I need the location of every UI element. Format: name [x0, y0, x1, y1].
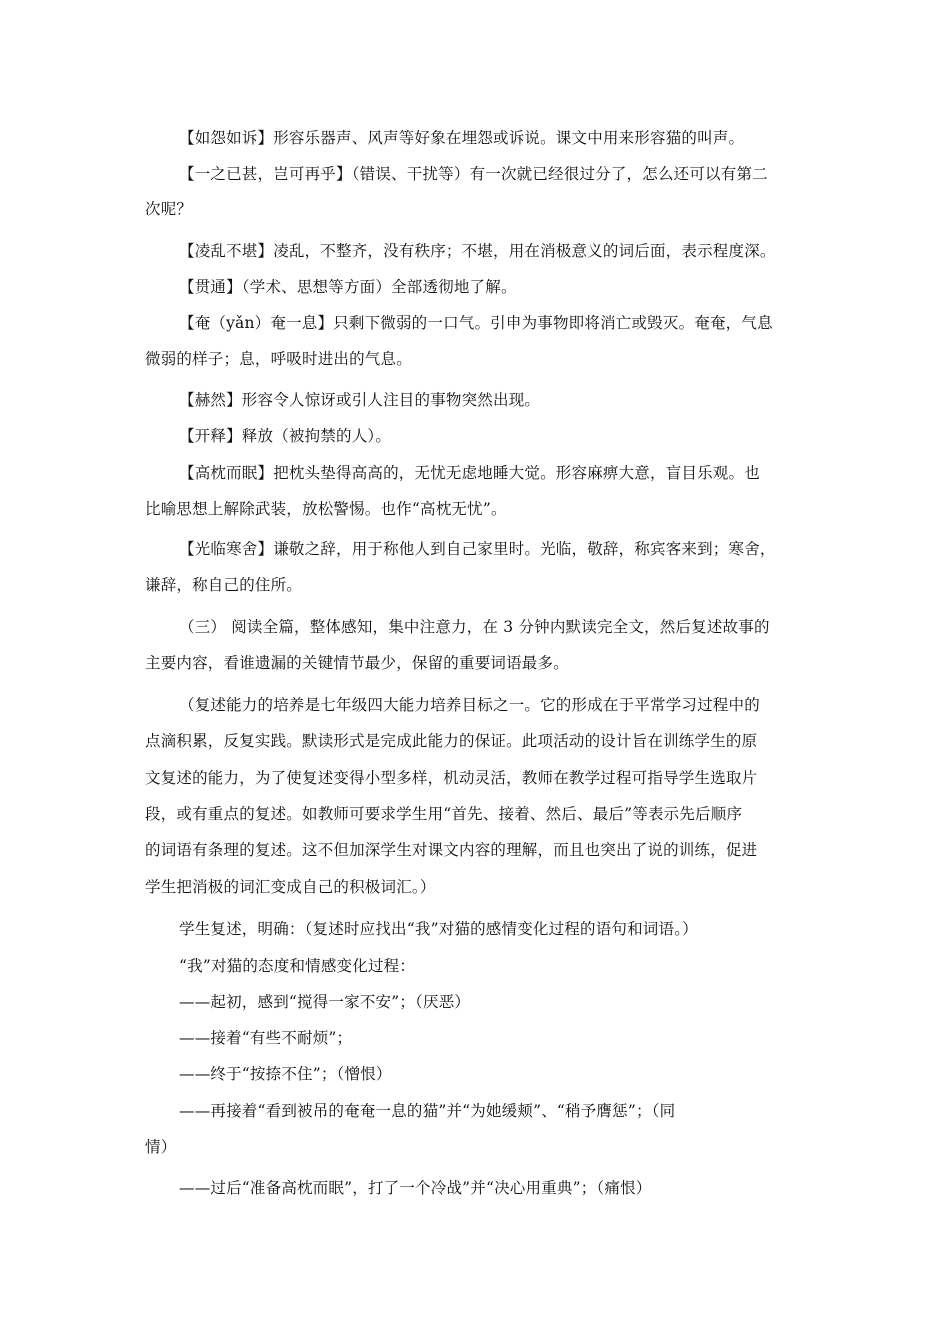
definition-yanyanyixi-cont: 微弱的样子；息，呼吸时进出的气息。	[145, 350, 412, 368]
note-paragraph-line-5: 的词语有条理的复述。这不但加深学生对课文内容的理解，而且也突出了说的训练，促进	[145, 841, 758, 859]
note-paragraph-line-2: 点滴积累，反复实践。默读形式是完成此能力的保证。此项活动的设计旨在训练学生的原	[145, 732, 758, 750]
definition-yizhiyishen-cont: 次呢？	[145, 200, 193, 218]
definition-yizhiyishen: 【一之已甚，岂可再乎】（错误、干扰等）有一次就已经很过分了，怎么还可以有第二	[179, 165, 768, 183]
definition-guanglinhanshe-cont: 谦辞，称自己的住所。	[145, 576, 303, 594]
section-three-cont: 主要内容，看谁遗漏的关键情节最少，保留的重要词语最多。	[145, 654, 569, 672]
definition-ruyuanrusu: 【如怨如诉】形容乐器声、风声等好象在埋怨或诉说。课文中用来形容猫的叫声。	[179, 129, 745, 147]
definition-yanyanyixi: 【奄（yǎn）奄一息】只剩下微弱的一口气。引申为事物即将消亡或毁灭。奄奄，气息	[179, 314, 773, 332]
definition-gaozhenermian: 【高枕而眠】把枕头垫得高高的，无忧无虑地睡大觉。形容麻痹大意，盲目乐观。也	[179, 464, 760, 482]
definition-lingluanbukan: 【凌乱不堪】凌乱，不整齐，没有秩序；不堪，用在消极意义的词后面，表示程度深。	[179, 242, 776, 260]
definition-guanglinhanshe: 【光临寒舍】谦敬之辞，用于称他人到自己家里时。光临，敬辞，称宾客来到；寒舍，	[179, 540, 776, 558]
definition-gaozhenermian-cont: 比喻思想上解除武装，放松警惕。也作“高枕无忧”。	[145, 500, 507, 518]
definition-guantong: 【贯通】（学术、思想等方面）全部透彻地了解。	[179, 278, 517, 296]
emotion-change-heading: “我”对猫的态度和情感变化过程：	[179, 957, 416, 975]
emotion-step-3: ——终于“按捺不住”；（憎恨）	[179, 1065, 392, 1083]
emotion-step-4-cont: 情）	[145, 1138, 177, 1156]
emotion-step-2: ——接着“有些不耐烦”；	[179, 1029, 353, 1047]
emotion-step-5: ——过后“准备高枕而眠”，打了一个冷战”并“决心用重典”；（痛恨）	[179, 1179, 652, 1197]
definition-heran: 【赫然】形容令人惊讶或引人注目的事物突然出现。	[179, 391, 541, 409]
emotion-step-1: ——起初，感到“搅得一家不安”；（厌恶）	[179, 993, 471, 1011]
note-paragraph-line-4: 段，或有重点的复述。如教师可要求学生用“首先、接着、然后、最后”等表示先后顺序	[145, 805, 743, 823]
student-retell-line: 学生复述，明确：（复述时应找出“我”对猫的感情变化过程的语句和词语。）	[179, 920, 698, 938]
note-paragraph-line-1: （复述能力的培养是七年级四大能力培养目标之一。它的形成在于平常学习过程中的	[179, 696, 760, 714]
note-paragraph-line-6: 学生把消极的词汇变成自己的积极词汇。）	[145, 878, 436, 896]
section-three-heading: （三） 阅读全篇，整体感知，集中注意力，在 3 分钟内默读完全文，然后复述故事的	[179, 618, 770, 636]
emotion-step-4: ——再接着“看到被吊的奄奄一息的猫”并“为她缓颊”、“稍予膺惩”；（同	[179, 1102, 676, 1120]
note-paragraph-line-3: 文复述的能力，为了使复述变得小型多样，机动灵活，教师在教学过程可指导学生选取片	[145, 769, 758, 787]
definition-kaishi: 【开释】释放（被拘禁的人）。	[179, 427, 392, 445]
